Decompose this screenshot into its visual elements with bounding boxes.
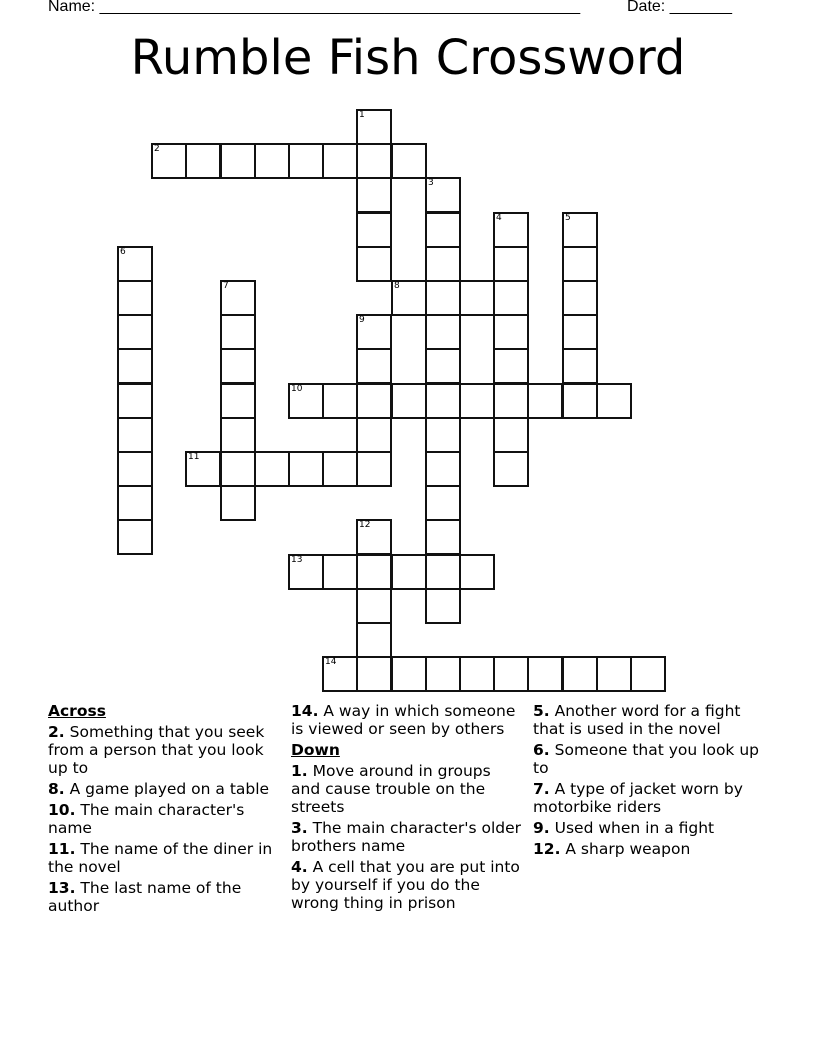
crossword-cell[interactable] — [527, 383, 563, 419]
clue-down-4: 4. A cell that you are put into by yourself if you do the wrong thing in prison — [291, 858, 520, 912]
crossword-cell[interactable] — [322, 656, 358, 692]
crossword-cell[interactable] — [185, 143, 221, 179]
crossword-cell[interactable] — [151, 143, 187, 179]
crossword-cell[interactable] — [117, 348, 153, 384]
crossword-cell[interactable] — [117, 451, 153, 487]
down-heading: Down — [291, 741, 340, 759]
crossword-cell[interactable] — [356, 451, 392, 487]
clue-number: 11 — [188, 452, 200, 462]
crossword-cell[interactable] — [356, 109, 392, 145]
clue-number: 10 — [291, 384, 303, 394]
clue-number: 7 — [223, 281, 229, 291]
crossword-cell[interactable] — [288, 554, 324, 590]
crossword-cell[interactable] — [356, 554, 392, 590]
crossword-cell[interactable] — [425, 212, 461, 248]
crossword-cell[interactable] — [562, 383, 598, 419]
crossword-cell[interactable] — [356, 588, 392, 624]
crossword-cell[interactable] — [117, 280, 153, 316]
crossword-cell[interactable] — [254, 451, 290, 487]
crossword-cell[interactable] — [391, 280, 427, 316]
crossword-cell[interactable] — [493, 212, 529, 248]
crossword-cell[interactable] — [425, 656, 461, 692]
crossword-cell[interactable] — [185, 451, 221, 487]
crossword-cell[interactable] — [288, 451, 324, 487]
crossword-cell[interactable] — [425, 417, 461, 453]
crossword-cell[interactable] — [220, 417, 256, 453]
crossword-cell[interactable] — [425, 280, 461, 316]
crossword-cell[interactable] — [356, 246, 392, 282]
clue-down-5: 5. Another word for a fight that is used in the novel — [533, 702, 741, 738]
crossword-cell[interactable] — [459, 656, 495, 692]
crossword-cell[interactable] — [425, 383, 461, 419]
clue-down-9: 9. Used when in a fight — [533, 819, 715, 837]
crossword-cell[interactable] — [391, 656, 427, 692]
crossword-cell[interactable] — [493, 314, 529, 350]
crossword-cell[interactable] — [322, 451, 358, 487]
crossword-cell[interactable] — [117, 246, 153, 282]
crossword-cell[interactable] — [117, 519, 153, 555]
clue-number: 12 — [359, 520, 371, 530]
crossword-cell[interactable] — [391, 383, 427, 419]
crossword-cell[interactable] — [425, 451, 461, 487]
crossword-cell[interactable] — [322, 143, 358, 179]
crossword-cell[interactable] — [425, 485, 461, 521]
crossword-cell[interactable] — [425, 348, 461, 384]
crossword-cell[interactable] — [322, 383, 358, 419]
crossword-cell[interactable] — [220, 314, 256, 350]
crossword-cell[interactable] — [117, 417, 153, 453]
crossword-cell[interactable] — [562, 656, 598, 692]
crossword-cell[interactable] — [220, 280, 256, 316]
across-heading: Across — [48, 702, 106, 720]
crossword-cell[interactable] — [356, 656, 392, 692]
crossword-cell[interactable] — [220, 383, 256, 419]
crossword-cell[interactable] — [459, 280, 495, 316]
name-field-label: Name: ______________________________________________________ — [48, 0, 581, 15]
crossword-cell[interactable] — [254, 143, 290, 179]
clues-column-3 — [533, 702, 765, 861]
crossword-cell[interactable] — [425, 588, 461, 624]
crossword-cell[interactable] — [425, 519, 461, 555]
crossword-cell[interactable] — [288, 143, 324, 179]
clue-down-6: 6. Someone that you look up to — [533, 741, 760, 777]
crossword-cell[interactable] — [356, 417, 392, 453]
crossword-cell[interactable] — [220, 485, 256, 521]
clue-number: 2 — [154, 144, 160, 154]
clue-across-10: 10. The main character's name — [48, 801, 245, 837]
crossword-cell[interactable] — [356, 383, 392, 419]
clue-across-11: 11. The name of the diner in the novel — [48, 840, 273, 876]
clue-number: 5 — [565, 213, 571, 223]
crossword-cell[interactable] — [220, 143, 256, 179]
clue-number: 6 — [120, 247, 126, 257]
clue-number: 1 — [359, 110, 365, 120]
crossword-cell[interactable] — [117, 383, 153, 419]
crossword-cell[interactable] — [425, 246, 461, 282]
crossword-cell[interactable] — [459, 383, 495, 419]
crossword-cell[interactable] — [391, 554, 427, 590]
clue-across-2: 2. Something that you seek from a person that you look up to — [48, 723, 265, 777]
crossword-cell[interactable] — [459, 554, 495, 590]
clue-across-13: 13. The last name of the author — [48, 879, 242, 915]
crossword-cell[interactable] — [562, 212, 598, 248]
clue-number: 4 — [496, 213, 502, 223]
crossword-cell[interactable] — [356, 143, 392, 179]
clue-number: 13 — [291, 555, 303, 565]
crossword-cell[interactable] — [562, 246, 598, 282]
crossword-cell[interactable] — [562, 348, 598, 384]
crossword-cell[interactable] — [493, 656, 529, 692]
crossword-cell[interactable] — [493, 280, 529, 316]
crossword-cell[interactable] — [356, 348, 392, 384]
crossword-cell[interactable] — [288, 383, 324, 419]
page-title: Rumble Fish Crossword — [130, 30, 686, 86]
crossword-cell[interactable] — [425, 177, 461, 213]
date-field-label: Date: _______ — [627, 0, 732, 15]
crossword-cell[interactable] — [117, 485, 153, 521]
clue-number: 14 — [325, 657, 337, 667]
clue-number: 9 — [359, 315, 365, 325]
crossword-cell[interactable] — [425, 554, 461, 590]
crossword-cell[interactable] — [562, 280, 598, 316]
crossword-cell[interactable] — [356, 177, 392, 213]
crossword-cell[interactable] — [493, 383, 529, 419]
crossword-cell[interactable] — [220, 451, 256, 487]
crossword-cell[interactable] — [493, 417, 529, 453]
crossword-cell[interactable] — [493, 451, 529, 487]
crossword-cell[interactable] — [117, 314, 153, 350]
crossword-cell[interactable] — [562, 314, 598, 350]
clue-down-7: 7. A type of jacket worn by motorbike riders — [533, 780, 743, 816]
crossword-cell[interactable] — [356, 212, 392, 248]
clues-column-1 — [48, 702, 280, 918]
clue-number: 3 — [428, 178, 434, 188]
crossword-cell[interactable] — [527, 656, 563, 692]
crossword-cell[interactable] — [356, 519, 392, 555]
crossword-cell[interactable] — [493, 246, 529, 282]
clue-down-1: 1. Move around in groups and cause trouble on the streets — [291, 762, 491, 816]
clue-across-14: 14. A way in which someone is viewed or seen by others — [291, 702, 516, 738]
crossword-cell[interactable] — [356, 622, 392, 658]
crossword-cell[interactable] — [425, 314, 461, 350]
clue-across-8: 8. A game played on a table — [48, 780, 270, 798]
clue-down-12: 12. A sharp weapon — [533, 840, 691, 858]
clues-column-2 — [291, 702, 523, 915]
crossword-cell[interactable] — [391, 143, 427, 179]
crossword-cell[interactable] — [322, 554, 358, 590]
crossword-cell[interactable] — [596, 383, 632, 419]
clue-number: 8 — [394, 281, 400, 291]
crossword-cell[interactable] — [356, 314, 392, 350]
clue-down-3: 3. The main character's older brothers name — [291, 819, 522, 855]
crossword-cell[interactable] — [630, 656, 666, 692]
crossword-cell[interactable] — [493, 348, 529, 384]
crossword-cell[interactable] — [220, 348, 256, 384]
crossword-cell[interactable] — [596, 656, 632, 692]
